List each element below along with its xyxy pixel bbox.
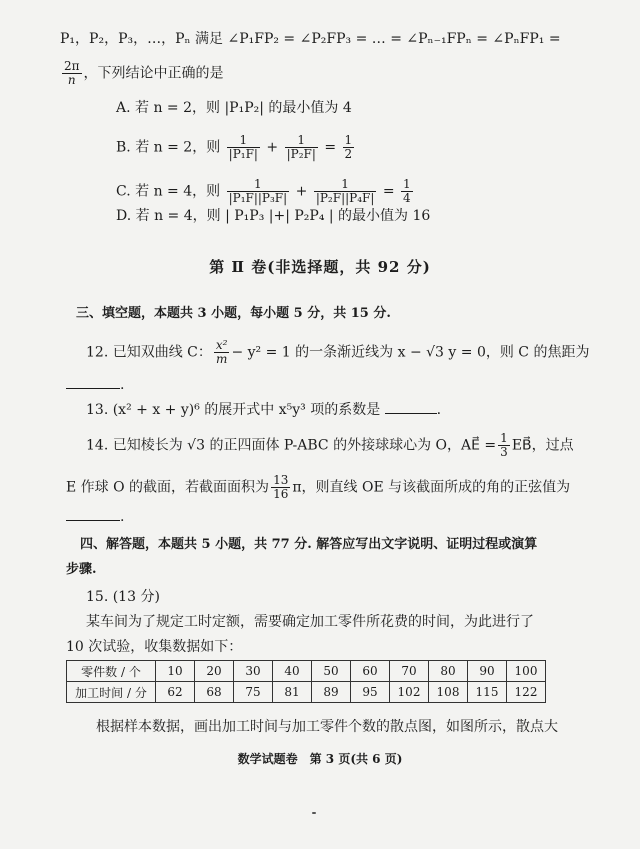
option-c-frac-2-num: 1 xyxy=(314,178,377,192)
intro-line-1: P₁，P₂，P₃，…，Pₙ 满足 ∠P₁FP₂ = ∠P₂FP₃ = … = ∠Pₙ₋₁FPₙ = ∠PₙFP₁ = xyxy=(60,31,561,47)
question-13 xyxy=(86,401,441,419)
scan-speck xyxy=(312,812,316,814)
question-14-line-2 xyxy=(66,474,570,501)
option-b-equals: = xyxy=(324,139,337,156)
intro-frac-den: n xyxy=(67,73,76,87)
q14-text: EB⃗，过点 xyxy=(511,437,574,454)
option-b-frac-3-num: 1 xyxy=(344,133,353,147)
table-cell: 68 xyxy=(195,682,234,703)
option-b-frac-3 xyxy=(343,134,355,161)
option-c-frac-2-den: |P₂F||P₄F| xyxy=(315,191,375,205)
table-row-header: 加工时间 / 分 xyxy=(67,682,156,703)
question-14-line-1 xyxy=(86,432,574,459)
table-cell: 80 xyxy=(429,661,468,682)
q14-prefix: 14. 已知棱长为 √3 的正四面体 P-ABC 的外接球球心为 O，AE⃗ = xyxy=(86,437,497,454)
q14-line-2-text: π，则直线 OE 与该截面所成的角的正弦值为 xyxy=(292,479,571,496)
option-b-prefix: B. 若 n = 2，则 xyxy=(116,139,221,156)
table-cell: 89 xyxy=(312,682,351,703)
option-c-plus: + xyxy=(295,183,308,200)
q12-prefix: 12. 已知双曲线 C： xyxy=(86,344,212,361)
part-4-heading: 四、解答题，本题共 5 小题，共 77 分. 解答应写出文字说明、证明过程或演算 xyxy=(80,537,538,552)
table-cell: 115 xyxy=(468,682,507,703)
intro-line-2 xyxy=(60,60,224,87)
option-b-frac-2-den: |P₂F| xyxy=(286,147,316,161)
option-c-frac-3-den: 4 xyxy=(403,191,411,205)
option-c-frac-1-num: 1 xyxy=(227,178,290,192)
option-c-frac-1 xyxy=(227,178,290,205)
q14-frac2-den: 16 xyxy=(273,487,289,501)
table-cell: 20 xyxy=(195,661,234,682)
q14-answer-blank xyxy=(66,508,120,521)
table-cell: 10 xyxy=(156,661,195,682)
table-cell: 100 xyxy=(507,661,546,682)
table-cell: 40 xyxy=(273,661,312,682)
q12-frac-den: m xyxy=(215,352,228,366)
option-c-prefix: C. 若 n = 4，则 xyxy=(116,183,221,200)
q13-text: 13. (x² + x + y)⁶ 的展开式中 x⁵y³ 项的系数是 xyxy=(86,402,381,418)
q12-fraction xyxy=(214,339,230,366)
intro-frac-num: 2π xyxy=(64,59,80,73)
option-b-frac-2 xyxy=(285,134,318,161)
option-b-frac-2-num: 1 xyxy=(285,134,318,148)
option-c-frac-3-num: 1 xyxy=(403,177,411,191)
option-b-plus: + xyxy=(266,139,279,156)
q13-answer-blank xyxy=(385,401,437,414)
q12-answer-blank xyxy=(66,376,120,389)
table-cell: 102 xyxy=(390,682,429,703)
table-row xyxy=(67,661,546,682)
q14-line-2-prefix: E 作球 O 的截面，若截面面积为 xyxy=(66,479,270,496)
option-c-frac-2 xyxy=(314,178,377,205)
option-b-frac-1 xyxy=(227,134,260,161)
q12-text: − y² = 1 的一条渐近线为 x − √3 y = 0，则 C 的焦距为 xyxy=(231,344,590,361)
option-a: A. 若 n = 2，则 |P₁P₂| 的最小值为 4 xyxy=(116,100,352,116)
table-cell: 95 xyxy=(351,682,390,703)
q12-end: . xyxy=(120,377,125,393)
intro-fraction xyxy=(62,60,82,87)
data-table xyxy=(66,660,546,703)
question-14-line-3 xyxy=(66,508,124,526)
option-b-frac-1-den: |P₁F| xyxy=(228,147,258,161)
q14-fraction-2 xyxy=(271,474,290,501)
q14-fraction xyxy=(498,432,510,459)
option-b-frac-1-num: 1 xyxy=(227,134,260,148)
table-cell: 50 xyxy=(312,661,351,682)
q14-end: . xyxy=(120,509,125,525)
option-d: D. 若 n = 4，则 | P₁P₃ |+| P₂P₄ | 的最小值为 16 xyxy=(116,208,431,224)
table-cell: 90 xyxy=(468,661,507,682)
option-b xyxy=(116,134,356,161)
part-4-heading-line-2: 步骤. xyxy=(66,562,97,577)
q14-frac2-num: 13 xyxy=(273,473,289,487)
question-15-para-1: 某车间为了规定工时定额，需要确定加工零件所花费的时间，为此进行了 xyxy=(86,614,534,630)
page-footer: 数学试题卷 第 3 页(共 6 页) xyxy=(237,752,403,766)
question-15-label: 15. (13 分) xyxy=(86,589,160,605)
question-12-line-2 xyxy=(66,376,124,394)
question-15-para-2: 10 次试验，收集数据如下： xyxy=(66,639,243,655)
q14-frac-den: 3 xyxy=(500,445,508,459)
q12-frac-num: x² xyxy=(215,338,228,352)
table-cell: 108 xyxy=(429,682,468,703)
option-c xyxy=(116,178,415,205)
question-15-para-3: 根据样本数据，画出加工时间与加工零件个数的散点图，如图所示，散点大 xyxy=(96,719,558,735)
section-2-title: 第 Ⅱ 卷(非选择题，共 92 分) xyxy=(209,258,431,276)
table-row xyxy=(67,682,546,703)
option-c-frac-3 xyxy=(401,178,413,205)
q13-end: . xyxy=(436,402,442,418)
table-cell: 60 xyxy=(351,661,390,682)
question-12-line-1 xyxy=(86,339,589,366)
table-cell: 70 xyxy=(390,661,429,682)
table-cell: 75 xyxy=(234,682,273,703)
q14-frac-num: 1 xyxy=(500,431,508,445)
table-cell: 30 xyxy=(234,661,273,682)
intro-line-2-text: ，下列结论中正确的是 xyxy=(83,65,224,82)
option-b-frac-3-den: 2 xyxy=(344,147,353,161)
table-row-header: 零件数 / 个 xyxy=(67,661,156,682)
table-cell: 62 xyxy=(156,682,195,703)
option-c-frac-1-den: |P₁F||P₃F| xyxy=(228,191,288,205)
option-c-equals: = xyxy=(382,183,395,200)
table-cell: 122 xyxy=(507,682,546,703)
table-cell: 81 xyxy=(273,682,312,703)
part-3-heading: 三、填空题，本题共 3 小题，每小题 5 分，共 15 分. xyxy=(76,306,391,321)
